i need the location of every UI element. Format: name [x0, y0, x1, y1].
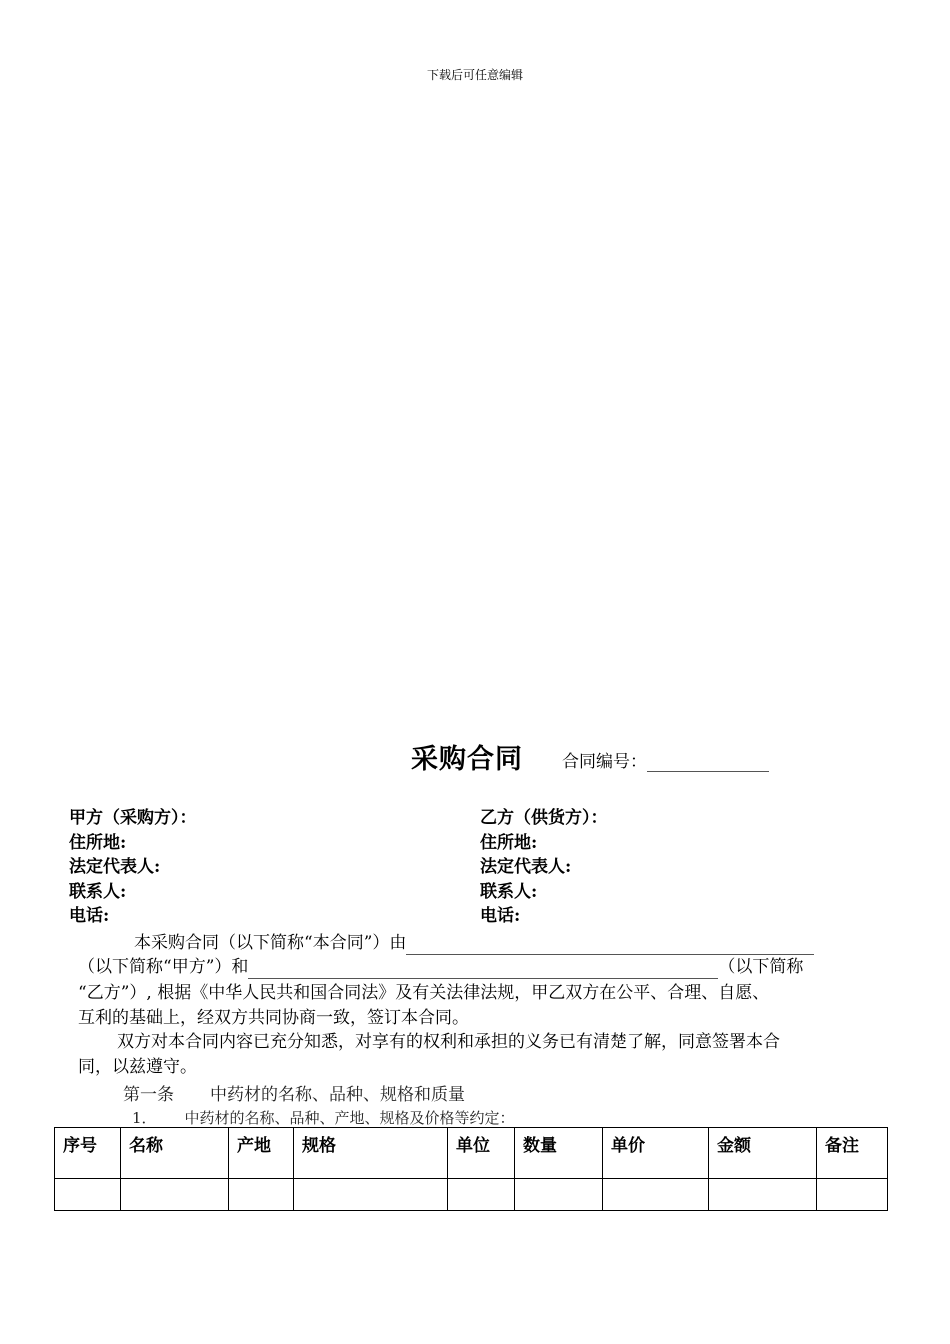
party-b-contact: 联系人: [480, 881, 538, 902]
article-1-number: 第一条 [123, 1085, 174, 1105]
intro-line-2 [78, 956, 803, 979]
table-cell[interactable] [603, 1179, 709, 1211]
table-cell[interactable] [709, 1179, 817, 1211]
table-row [55, 1179, 888, 1211]
party-a-legal-rep: 法定代表人: [69, 857, 161, 877]
article-1-title: 中药材的名称、品种、规格和质量 [210, 1085, 465, 1105]
party-a-block [69, 806, 197, 929]
party-b-legal-rep: 法定代表人: [480, 857, 572, 877]
col-header-unit: 单位 [448, 1128, 515, 1179]
col-header-amount: 金额 [709, 1128, 817, 1179]
item-1-number: 1． [132, 1109, 157, 1127]
party-a-address: 住所地: [69, 832, 127, 853]
article-1-item-1 [132, 1107, 515, 1128]
table-header-row [55, 1128, 888, 1179]
party-a-heading: 甲方（采购方）： [69, 808, 197, 828]
table-cell[interactable] [294, 1179, 448, 1211]
col-header-origin: 产地 [229, 1128, 294, 1179]
party-a-phone: 电话: [69, 906, 110, 926]
col-header-name: 名称 [121, 1128, 229, 1179]
intro-line-6: 同，以兹遵守。 [78, 1057, 197, 1077]
table-cell[interactable] [55, 1179, 121, 1211]
party-b-block [480, 806, 608, 929]
table-cell[interactable] [817, 1179, 888, 1211]
col-header-quantity: 数量 [515, 1128, 603, 1179]
table-cell[interactable] [448, 1179, 515, 1211]
col-header-spec: 规格 [294, 1128, 448, 1179]
contract-number-blank[interactable] [647, 756, 769, 772]
item-1-text: 中药材的名称、品种、产地、规格及价格等约定： [184, 1109, 515, 1127]
col-header-unit-price: 单价 [603, 1128, 709, 1179]
intro-line-1 [134, 932, 814, 955]
party-b-address: 住所地: [480, 832, 538, 853]
contract-number [562, 747, 769, 772]
party-b-phone: 电话: [480, 906, 521, 926]
party-a-contact: 联系人: [69, 881, 127, 902]
intro-line-3: “乙方”）, 根据《中华人民共和国合同法》及有关法律法规，甲乙双方在公平、合理、自愿、 [78, 983, 770, 1003]
col-header-remarks: 备注 [817, 1128, 888, 1179]
intro-text-2b: （以下简称 [718, 957, 804, 977]
party-a-name-blank[interactable] [406, 937, 814, 955]
party-b-name-blank[interactable] [248, 961, 718, 979]
intro-text-1: 本采购合同（以下简称“本合同”）由 [134, 933, 407, 953]
document-title: 采购合同 [411, 744, 523, 775]
article-1-heading [123, 1080, 465, 1105]
intro-line-4: 互利的基础上，经双方共同协商一致，签订本合同。 [78, 1008, 469, 1028]
header-note: 下载后可任意编辑 [426, 68, 523, 82]
intro-line-5: 双方对本合同内容已充分知悉，对享有的权利和承担的义务已有清楚了解，同意签署本合 [117, 1032, 780, 1052]
intro-text-2a: （以下简称“甲方”）和 [78, 957, 249, 977]
contract-number-label: 合同编号： [562, 752, 647, 772]
table-cell[interactable] [121, 1179, 229, 1211]
materials-table [54, 1127, 888, 1211]
col-header-index: 序号 [55, 1128, 121, 1179]
table-cell[interactable] [229, 1179, 294, 1211]
table-cell[interactable] [515, 1179, 603, 1211]
party-b-heading: 乙方（供货方）： [480, 808, 608, 828]
